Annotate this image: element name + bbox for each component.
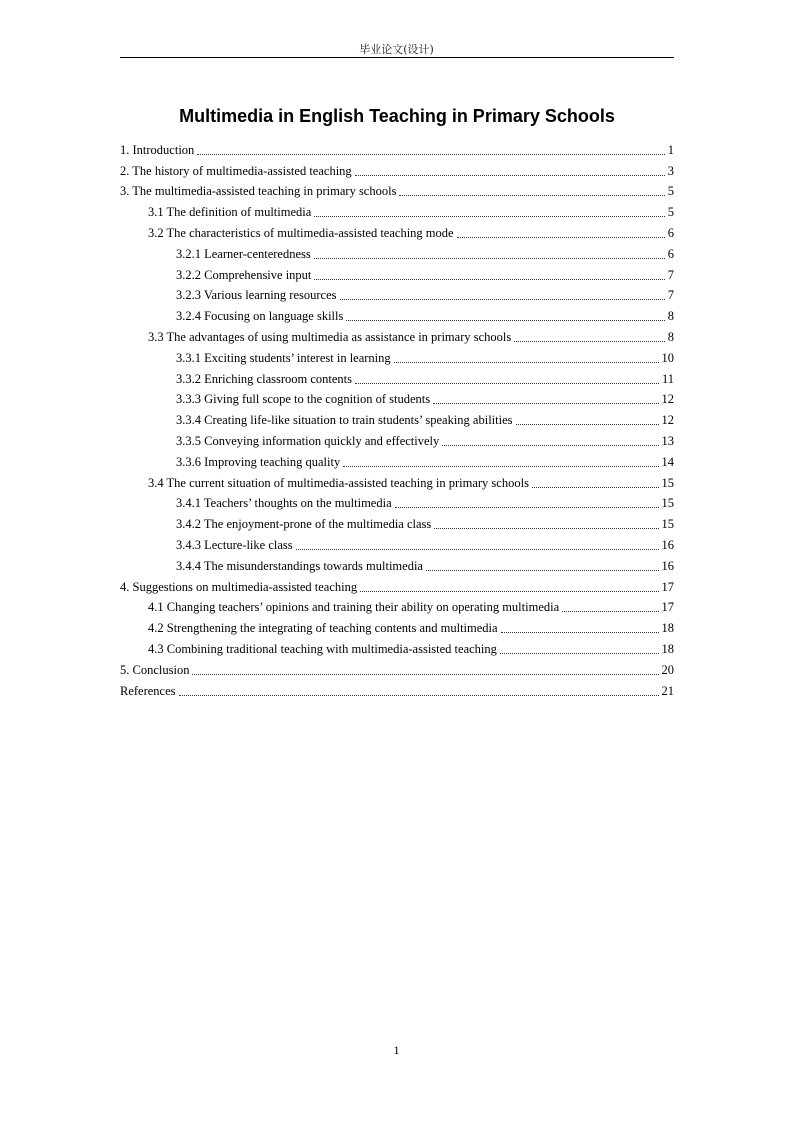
toc-entry-page: 17 <box>661 579 674 594</box>
toc-entry[interactable] <box>120 428 674 449</box>
toc-entry-page: 16 <box>661 558 674 573</box>
toc-entry-title: 3.2.3 Various learning resources <box>176 288 337 303</box>
toc-entry-title: 3.4.2 The enjoyment-prone of the multimedia class <box>176 517 432 532</box>
toc-entry[interactable] <box>120 345 674 366</box>
toc-entry[interactable] <box>120 449 674 470</box>
toc-entry-title: 3.2.2 Comprehensive input <box>176 267 312 282</box>
toc-entry-title: 3.1 The definition of multimedia <box>148 205 312 220</box>
toc-leader-dots <box>514 333 665 342</box>
toc-leader-dots <box>179 687 659 696</box>
toc-entry-title: 3.4.4 The misunderstandings towards multimedia <box>176 558 423 573</box>
toc-leader-dots <box>532 479 659 488</box>
toc-entry[interactable] <box>120 407 674 428</box>
toc-entry-title: 3.3.4 Creating life-like situation to train students’ speaking abilities <box>176 413 513 428</box>
toc-entry-page: 15 <box>661 496 674 511</box>
toc-entry-page: 8 <box>667 329 674 344</box>
toc-entry-page: 1 <box>667 142 674 157</box>
toc-leader-dots <box>197 146 664 155</box>
toc-entry-page: 3 <box>667 163 674 178</box>
toc-entry[interactable] <box>120 220 674 241</box>
toc-leader-dots <box>314 250 665 259</box>
toc-entry-title: 2. The history of multimedia-assisted teaching <box>120 163 352 178</box>
toc-entry[interactable] <box>120 574 674 595</box>
toc-entry-title: 3.4.3 Lecture-like class <box>176 537 293 552</box>
toc-entry[interactable] <box>120 179 674 200</box>
toc-entry[interactable] <box>120 636 674 657</box>
toc-entry-page: 18 <box>661 641 674 656</box>
toc-entry-title: 3.3 The advantages of using multimedia as assistance in primary schools <box>148 329 512 344</box>
toc-entry[interactable] <box>120 158 674 179</box>
toc-entry-title: 3.3.3 Giving full scope to the cognition of students <box>176 392 431 407</box>
toc-entry[interactable] <box>120 470 674 491</box>
toc-entry-title: 1. Introduction <box>120 142 195 157</box>
toc-leader-dots <box>500 645 659 654</box>
toc-entry[interactable] <box>120 137 674 158</box>
toc-entry-title: 3.2.4 Focusing on language skills <box>176 309 344 324</box>
toc-leader-dots <box>442 437 658 446</box>
toc-leader-dots <box>355 375 659 384</box>
toc-leader-dots <box>399 187 664 196</box>
toc-entry-page: 15 <box>661 517 674 532</box>
toc-entry-page: 20 <box>661 662 674 677</box>
toc-leader-dots <box>562 603 658 612</box>
toc-entry-title: References <box>120 683 176 698</box>
toc-entry[interactable] <box>120 615 674 636</box>
toc-entry[interactable] <box>120 532 674 553</box>
toc-entry-page: 6 <box>667 225 674 240</box>
toc-entry[interactable] <box>120 283 674 304</box>
toc-leader-dots <box>360 583 658 592</box>
toc-entry[interactable] <box>120 678 674 699</box>
toc-entry-page: 7 <box>667 288 674 303</box>
toc-entry-page: 12 <box>661 413 674 428</box>
toc-entry[interactable] <box>120 366 674 387</box>
toc-entry-title: 3.3.2 Enriching classroom contents <box>176 371 353 386</box>
toc-entry-title: 5. Conclusion <box>120 662 190 677</box>
toc-entry[interactable] <box>120 553 674 574</box>
toc-entry-title: 3.2.1 Learner-centeredness <box>176 246 311 261</box>
toc-entry[interactable] <box>120 262 674 283</box>
header-rule <box>120 57 674 58</box>
toc-entry[interactable] <box>120 657 674 678</box>
toc-leader-dots <box>355 167 665 176</box>
toc-entry-page: 14 <box>661 454 674 469</box>
toc-entry-title: 3. The multimedia-assisted teaching in primary schools <box>120 184 397 199</box>
toc-entry-page: 10 <box>661 350 674 365</box>
toc-entry-page: 8 <box>667 309 674 324</box>
toc-leader-dots <box>501 624 659 633</box>
toc-entry[interactable] <box>120 303 674 324</box>
toc-entry[interactable] <box>120 199 674 220</box>
toc-leader-dots <box>516 416 659 425</box>
toc-leader-dots <box>426 562 659 571</box>
toc-entry-title: 3.4 The current situation of multimedia-assisted teaching in primary schools <box>148 475 529 490</box>
toc-leader-dots <box>192 666 658 675</box>
toc-leader-dots <box>434 520 658 529</box>
table-of-contents <box>120 137 674 699</box>
toc-entry-title: 4. Suggestions on multimedia-assisted teaching <box>120 579 358 594</box>
toc-entry-page: 11 <box>661 371 674 386</box>
toc-entry-page: 7 <box>667 267 674 282</box>
toc-entry-title: 4.1 Changing teachers’ opinions and training their ability on operating multimedia <box>148 600 560 615</box>
toc-leader-dots <box>340 291 665 300</box>
toc-leader-dots <box>395 499 659 508</box>
toc-entry-title: 3.2 The characteristics of multimedia-assisted teaching mode <box>148 225 454 240</box>
toc-entry-page: 5 <box>667 205 674 220</box>
toc-entry-title: 3.4.1 Teachers’ thoughts on the multimedia <box>176 496 392 511</box>
toc-entry-title: 3.3.5 Conveying information quickly and effectively <box>176 433 440 448</box>
toc-entry-title: 4.2 Strengthening the integrating of teaching contents and multimedia <box>148 621 498 636</box>
toc-entry[interactable] <box>120 511 674 532</box>
toc-entry[interactable] <box>120 491 674 512</box>
toc-leader-dots <box>457 229 665 238</box>
toc-entry-page: 6 <box>667 246 674 261</box>
toc-entry-page: 21 <box>661 683 674 698</box>
toc-leader-dots <box>314 271 664 280</box>
toc-entry[interactable] <box>120 387 674 408</box>
toc-entry-page: 16 <box>661 537 674 552</box>
toc-leader-dots <box>343 458 658 467</box>
toc-leader-dots <box>433 395 658 404</box>
toc-entry-page: 15 <box>661 475 674 490</box>
toc-entry-page: 18 <box>661 621 674 636</box>
toc-entry[interactable] <box>120 324 674 345</box>
toc-entry-page: 12 <box>661 392 674 407</box>
page-number: 1 <box>393 1043 400 1057</box>
toc-entry-title: 4.3 Combining traditional teaching with multimedia-assisted teaching <box>148 641 497 656</box>
toc-entry-page: 13 <box>661 433 674 448</box>
toc-entry-page: 17 <box>661 600 674 615</box>
toc-leader-dots <box>314 208 664 217</box>
running-header: 毕业论文(设计) <box>359 43 434 56</box>
toc-entry-page: 5 <box>667 184 674 199</box>
toc-entry[interactable] <box>120 595 674 616</box>
toc-leader-dots <box>346 312 664 321</box>
toc-entry-title: 3.3.1 Exciting students’ interest in learning <box>176 350 391 365</box>
document-title: Multimedia in English Teaching in Primary Schools <box>179 106 615 126</box>
toc-entry-title: 3.3.6 Improving teaching quality <box>176 454 341 469</box>
toc-entry[interactable] <box>120 241 674 262</box>
toc-leader-dots <box>296 541 659 550</box>
toc-leader-dots <box>394 354 659 363</box>
